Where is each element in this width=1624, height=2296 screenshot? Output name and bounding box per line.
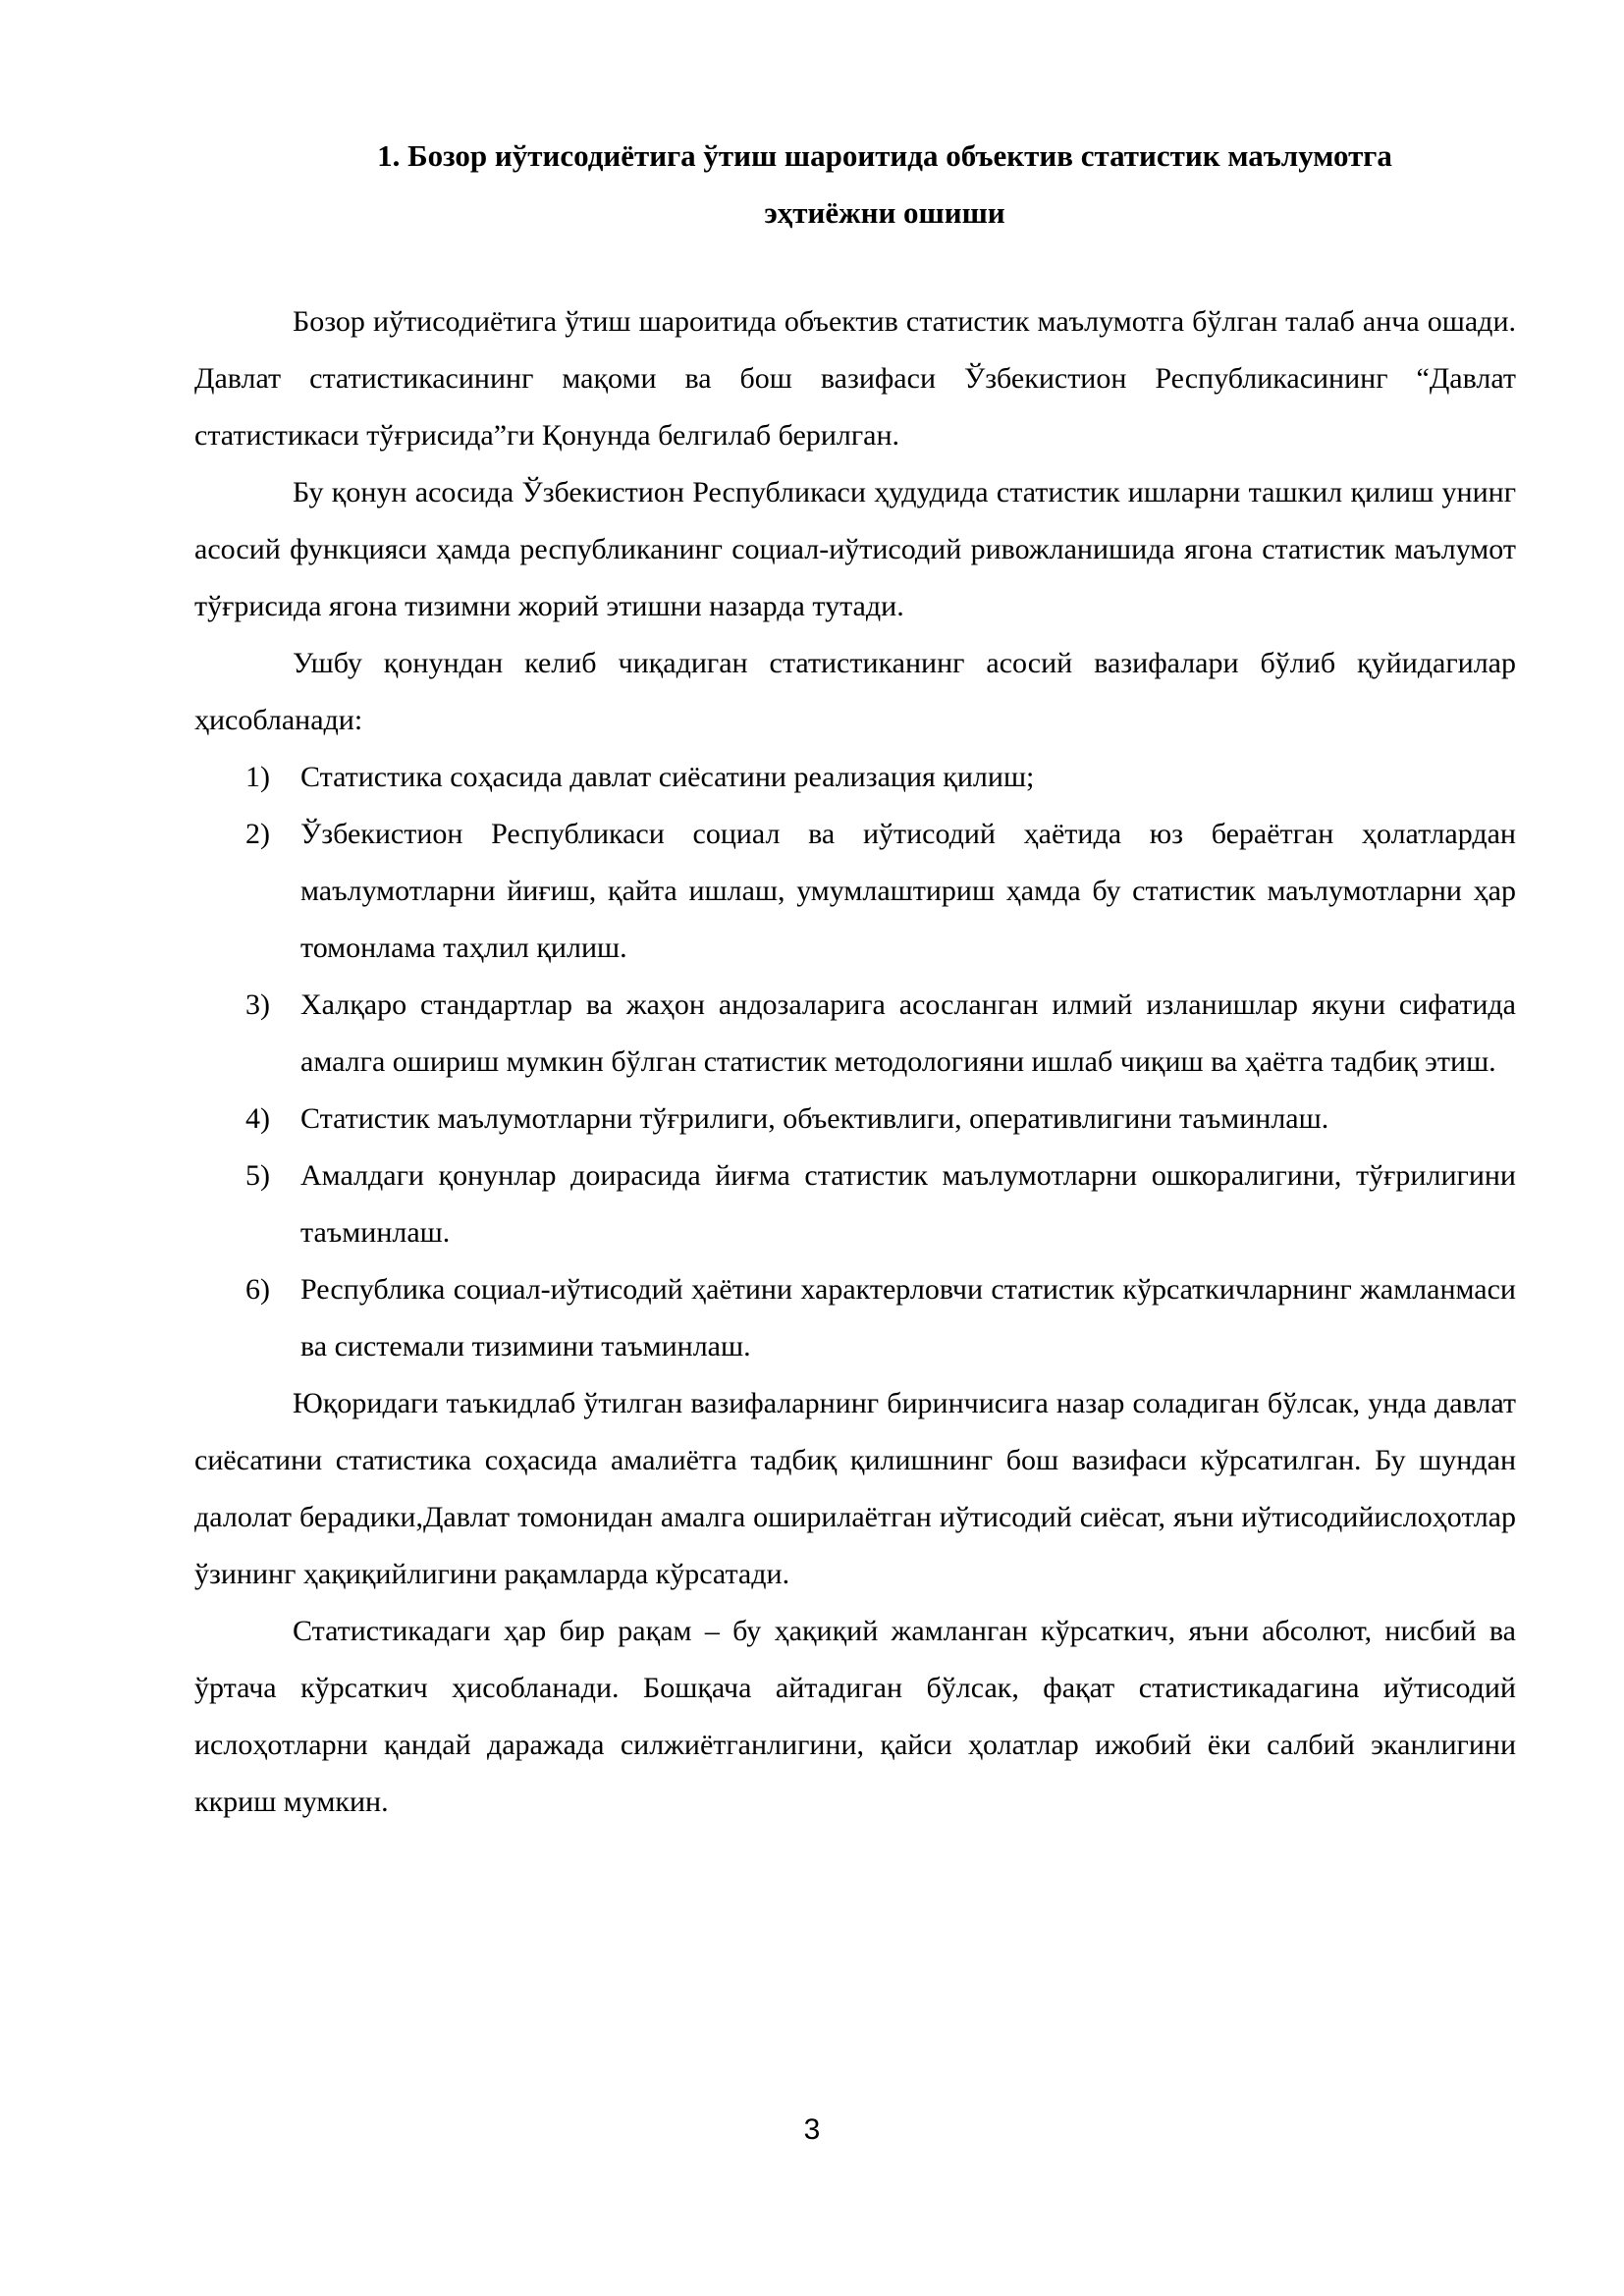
list-item-text: Статистик маълумотларни тўғрилиги, объективлиги, оперативлигини таъминлаш.	[300, 1102, 1329, 1135]
list-item-number: 2)	[245, 818, 270, 850]
paragraph: Бозор иўтисодиётига ўтиш шароитида объектив статистик маълумотга бўлган талаб анча ошади. Давлат статистикасининг мақоми ва бош вазифаси Ўзбекистион Республикасининг “Давлат статистикаси тўғрисида”ги Қонунда белгилаб берилган.	[194, 305, 1516, 452]
list-item-text: Статистика соҳасида давлат сиёсатини реализация қилиш;	[300, 761, 1035, 793]
body-text	[194, 294, 1516, 1831]
list-item	[194, 1148, 1516, 1261]
paragraph: Юқоридаги таъкидлаб ўтилган вазифаларнинг биринчисига назар соладиган бўлсак, унда давлат сиёсатини статистика соҳасида амалиётга тадбиқ қилишнинг бош вазифаси кўрсатилган. Бу шундан далолат берадики,Давлат томонидан амалга оширилаётган иўтисодий сиёсат, яъни иўтисодийислоҳотлар ўзининг ҳақиқийлигини рақамларда кўрсатади.	[194, 1387, 1516, 1590]
list-item-text: Халқаро стандартлар ва жаҳон андозаларига асосланган илмий изланишлар якуни сифатида амалга ошириш мумкин бўлган статистик методологияни ишлаб чиқиш ва ҳаётга тадбиқ этиш.	[300, 988, 1516, 1078]
list-item-number: 6)	[245, 1273, 270, 1306]
list-item	[194, 977, 1516, 1091]
tasks-list	[194, 749, 1516, 1375]
list-item-text: Амалдаги қонунлар доирасида йиғма статистик маълумотларни ошкоралигини, тўғрилигини таъминлаш.	[300, 1159, 1516, 1249]
list-item-number: 4)	[245, 1102, 270, 1135]
section-heading-line-2: эҳтиёжни ошиши	[764, 195, 1005, 230]
section-heading	[194, 128, 1516, 241]
list-item	[194, 749, 1516, 806]
paragraph: Бу қонун асосида Ўзбекистион Республикаси ҳудудида статистик ишларни ташкил қилиш унинг асосий функцияси ҳамда республиканинг социал-иўтисодий ривожланишида ягона статистик маълумот тўғрисида ягона тизимни жорий этишни назарда тутади.	[194, 476, 1516, 622]
paragraph: Ушбу қонундан келиб чиқадиган статистиканинг асосий вазифалари бўлиб қуйидагилар ҳисобланади:	[194, 647, 1516, 736]
list-item	[194, 1091, 1516, 1148]
section-heading-line-1: 1. Бозор иўтисодиётига ўтиш шароитида объектив статистик маълумотга	[377, 138, 1392, 173]
page-content	[194, 128, 1516, 1831]
list-item	[194, 1261, 1516, 1375]
list-item-text: Ўзбекистион Республикаси социал ва иўтисодий ҳаётида юз бераётган ҳолатлардан маълумотларни йиғиш, қайта ишлаш, умумлаштириш ҳамда бу статистик маълумотларни ҳар томонлама таҳлил қилиш.	[300, 818, 1516, 964]
list-item-number: 5)	[245, 1159, 270, 1192]
list-item-text: Республика социал-иўтисодий ҳаётини характерловчи статистик кўрсаткичларнинг жамланмаси ва системали тизимини таъминлаш.	[300, 1273, 1516, 1362]
paragraph: Статистикадаги ҳар бир рақам – бу ҳақиқий жамланган кўрсаткич, яъни абсолют, нисбий ва ўртача кўрсаткич ҳисобланади. Бошқача айтадиган бўлсак, фақат статистикадагина иўтисодий ислоҳотларни қандай даражада силжиётганлигини, қайси ҳолатлар ижобий ёки салбий эканлигини ккриш мумкин.	[194, 1615, 1516, 1818]
list-item-number: 3)	[245, 988, 270, 1021]
page-number: 3	[803, 2113, 821, 2146]
list-item	[194, 806, 1516, 977]
list-item-number: 1)	[245, 761, 270, 793]
